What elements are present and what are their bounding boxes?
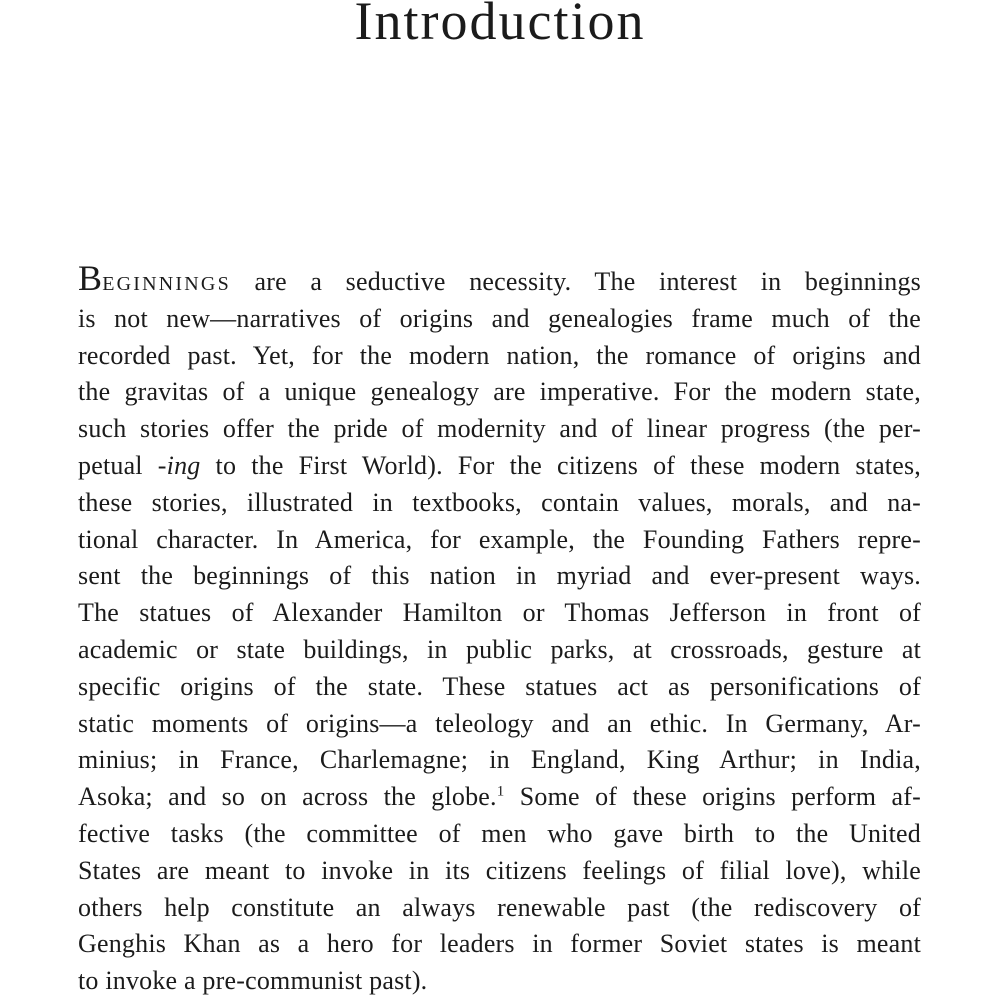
text-segment: petual: [78, 450, 158, 480]
text-segment: others help constitute an always renewable past (the rediscovery of: [78, 892, 921, 922]
text-segment: Asoka; and so on across the globe.: [78, 782, 497, 812]
text-segment: to the First World). For the citizens of these modern states,: [200, 450, 921, 480]
text-segment: minius; in France, Charlemagne; in England, King Arthur; in India,: [78, 745, 921, 775]
body-paragraph: [78, 258, 921, 1000]
text-segment: the gravitas of a unique genealogy are imperative. For the modern state,: [78, 377, 921, 407]
footnote-reference: 1: [496, 783, 505, 800]
text-line: [78, 411, 921, 448]
text-segment: such stories offer the pride of modernity and of linear progress (the per-: [78, 414, 921, 444]
text-line: [78, 742, 921, 779]
text-line: [78, 522, 921, 559]
text-line: [78, 485, 921, 522]
text-segment: to invoke a pre-communist past).: [78, 966, 428, 996]
text-segment: static moments of origins—a teleology and an ethic. In Germany, Ar-: [78, 708, 921, 738]
text-line: [78, 706, 921, 743]
text-segment: The statues of Alexander Hamilton or Thomas Jefferson in front of: [78, 598, 921, 628]
text-line: [78, 448, 921, 485]
text-segment: sent the beginnings of this nation in myriad and ever-present ways.: [78, 561, 921, 591]
text-line: [78, 632, 921, 669]
text-segment: recorded past. Yet, for the modern nation, the romance of origins and: [78, 340, 921, 370]
text-segment: these stories, illustrated in textbooks, contain values, morals, and na-: [78, 487, 921, 517]
text-segment: academic or state buildings, in public parks, at crossroads, gesture at: [78, 634, 921, 664]
text-line: [78, 816, 921, 853]
page-title: Introduction: [354, 0, 646, 51]
text-segment: is not new—narratives of origins and genealogies frame much of the: [78, 303, 921, 333]
text-line: [78, 558, 921, 595]
text-line: [78, 374, 921, 411]
text-segment: tional character. In America, for example, the Founding Fathers repre-: [78, 524, 921, 554]
text-segment: Genghis Khan as a hero for leaders in former Soviet states is meant: [78, 929, 921, 959]
text-segment: fective tasks (the committee of men who gave birth to the United: [78, 818, 921, 848]
text-line: [78, 926, 921, 963]
text-line: [78, 963, 921, 1000]
text-line: [78, 258, 921, 301]
text-line: [78, 301, 921, 338]
text-line: [78, 890, 921, 927]
text-line: [78, 779, 921, 816]
small-caps-segment: EGINNINGS: [102, 273, 231, 295]
text-line: [78, 338, 921, 375]
italic-text-segment: -ing: [157, 450, 201, 480]
text-line: [78, 853, 921, 890]
text-segment: States are meant to invoke in its citizens feelings of filial love), while: [78, 855, 921, 885]
text-segment: are a seductive necessity. The interest in beginnings: [230, 267, 921, 296]
text-line: [78, 595, 921, 632]
text-segment: specific origins of the state. These statues act as personifications of: [78, 671, 921, 701]
drop-cap-initial: B: [78, 258, 103, 298]
text-segment: Some of these origins perform af-: [504, 782, 921, 812]
text-line: [78, 669, 921, 706]
